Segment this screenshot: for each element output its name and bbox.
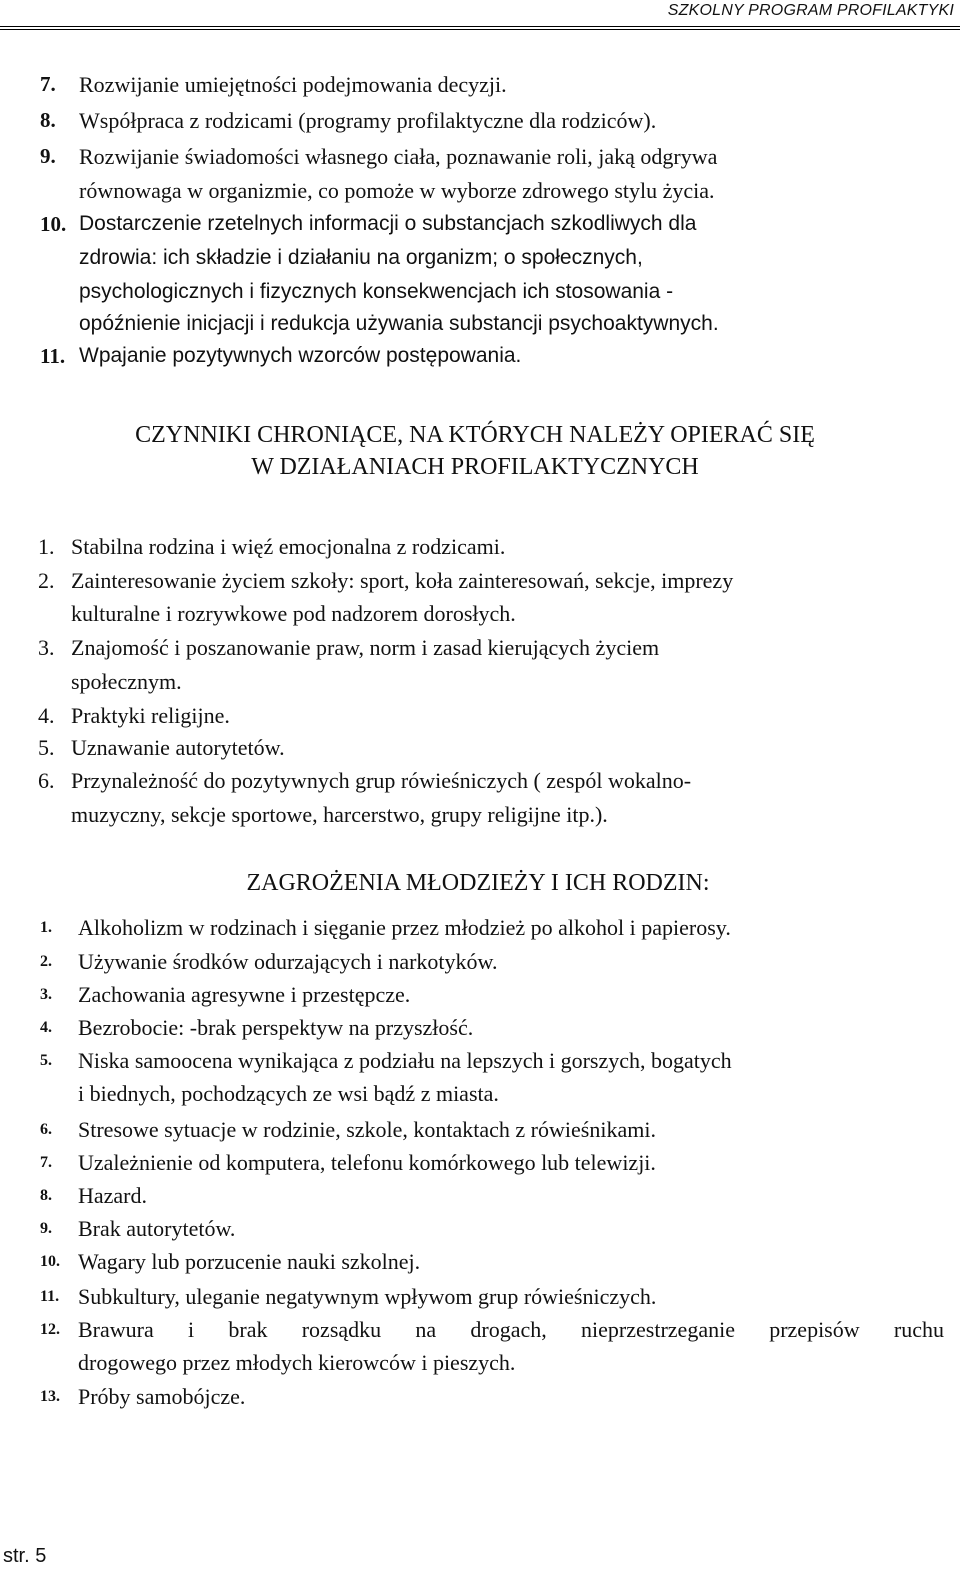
item-text: Uzależnienie od komputera, telefonu komórkowego lub telewizji. — [78, 1150, 656, 1175]
item-number: 10. — [40, 1253, 60, 1270]
item-text: Wagary lub porzucenie nauki szkolnej. — [78, 1249, 421, 1274]
item-number: 9. — [40, 1220, 52, 1237]
item-text: Niska samoocena wynikająca z podziału na lepszych i gorszych, bogatych — [78, 1048, 732, 1073]
item-text: Używanie środków odurzających i narkotyków. — [78, 949, 498, 974]
item-text: społecznym. — [71, 669, 182, 694]
item-number: 9. — [40, 144, 56, 168]
item-text: i biednych, pochodzących ze wsi bądź z miasta. — [78, 1081, 499, 1106]
item-number: 13. — [40, 1388, 60, 1405]
section-heading: W DZIAŁANIACH PROFILAKTYCZNYCH — [251, 454, 699, 480]
item-number: 4. — [38, 703, 55, 728]
item-number: 5. — [38, 735, 55, 760]
page-number: str. 5 — [3, 1545, 47, 1567]
item-text: Rozwijanie świadomości własnego ciała, poznawanie roli, jaką odgrywa — [79, 144, 718, 169]
item-number: 4. — [40, 1019, 52, 1036]
item-text: Brak autorytetów. — [78, 1216, 236, 1241]
item-text: kulturalne i rozrywkowe pod nadzorem dorosłych. — [71, 601, 516, 626]
item-text: Bezrobocie: -brak perspektyw na przyszłość. — [78, 1015, 474, 1040]
item-text: Współpraca z rodzicami (programy profilaktyczne dla rodziców). — [79, 108, 657, 133]
item-text: Zainteresowanie życiem szkoły: sport, koła zainteresowań, sekcje, imprezy — [71, 568, 734, 593]
item-number: 11. — [40, 344, 66, 368]
item-text: Stresowe sytuacje w rodzinie, szkole, kontaktach z rówieśnikami. — [78, 1117, 656, 1142]
item-number: 3. — [40, 986, 52, 1003]
item-text: Alkoholizm w rodzinach i sięganie przez młodzież po alkohol i papierosy. — [78, 915, 731, 940]
item-number: 1. — [40, 919, 52, 936]
item-text: Wpajanie pozytywnych wzorców postępowania. — [79, 344, 522, 367]
item-text: Stabilna rodzina i więź emocjonalna z rodzicami. — [71, 534, 506, 559]
item-number: 11. — [40, 1288, 60, 1305]
item-number: 12. — [40, 1321, 60, 1338]
item-text: równowaga w organizmie, co pomoże w wyborze zdrowego stylu życia. — [79, 178, 715, 203]
item-text: Hazard. — [78, 1183, 148, 1208]
item-text: Subkultury, uleganie negatywnym wpływom grup rówieśniczych. — [78, 1284, 657, 1309]
item-number: 10. — [40, 212, 67, 236]
item-text: opóźnienie inicjacji i redukcja używania substancji psychoaktywnych. — [79, 312, 719, 335]
item-text: Próby samobójcze. — [78, 1384, 246, 1409]
item-number: 6. — [38, 768, 55, 793]
item-text: Dostarczenie rzetelnych informacji o substancjach szkodliwych dla — [79, 212, 697, 235]
item-number: 7. — [40, 72, 56, 96]
item-number: 8. — [40, 108, 56, 132]
header-rule — [0, 29, 960, 30]
item-text: zdrowia: ich składzie i działaniu na organizm; o społecznych, — [79, 246, 643, 269]
section-heading: ZAGROŻENIA MŁODZIEŻY I ICH RODZIN: — [246, 870, 710, 896]
item-text: drogowego przez młodych kierowców i pieszych. — [78, 1350, 516, 1375]
item-number: 2. — [38, 568, 55, 593]
item-number: 2. — [40, 953, 52, 970]
item-text: muzyczny, sekcje sportowe, harcerstwo, grupy religijne itp.). — [71, 802, 608, 827]
header-rule — [0, 26, 960, 27]
item-text: Praktyki religijne. — [71, 703, 230, 728]
item-number: 1. — [38, 534, 55, 559]
running-header: SZKOLNY PROGRAM PROFILAKTYKI — [667, 2, 954, 19]
item-text: Znajomość i poszanowanie praw, norm i zasad kierujących życiem — [71, 635, 660, 660]
item-text: psychologicznych i fizycznych konsekwencjach ich stosowania - — [79, 280, 674, 303]
item-text: Przynależność do pozytywnych grup rówieśniczych ( zespól wokalno- — [71, 768, 692, 793]
item-number: 8. — [40, 1187, 52, 1204]
item-number: 3. — [38, 635, 55, 660]
item-number: 7. — [40, 1154, 52, 1171]
section-heading: CZYNNIKI CHRONIĄCE, NA KTÓRYCH NALEŻY OPIERAĆ SIĘ — [135, 422, 815, 448]
item-text: Zachowania agresywne i przestępcze. — [78, 982, 411, 1007]
item-text: Rozwijanie umiejętności podejmowania decyzji. — [79, 72, 507, 97]
item-number: 6. — [40, 1121, 52, 1138]
item-text: Uznawanie autorytetów. — [71, 735, 285, 760]
item-number: 5. — [40, 1052, 52, 1069]
item-text: Brawura i brak rozsądku na drogach, nieprzestrzeganie przepisów ruchu — [78, 1317, 944, 1342]
